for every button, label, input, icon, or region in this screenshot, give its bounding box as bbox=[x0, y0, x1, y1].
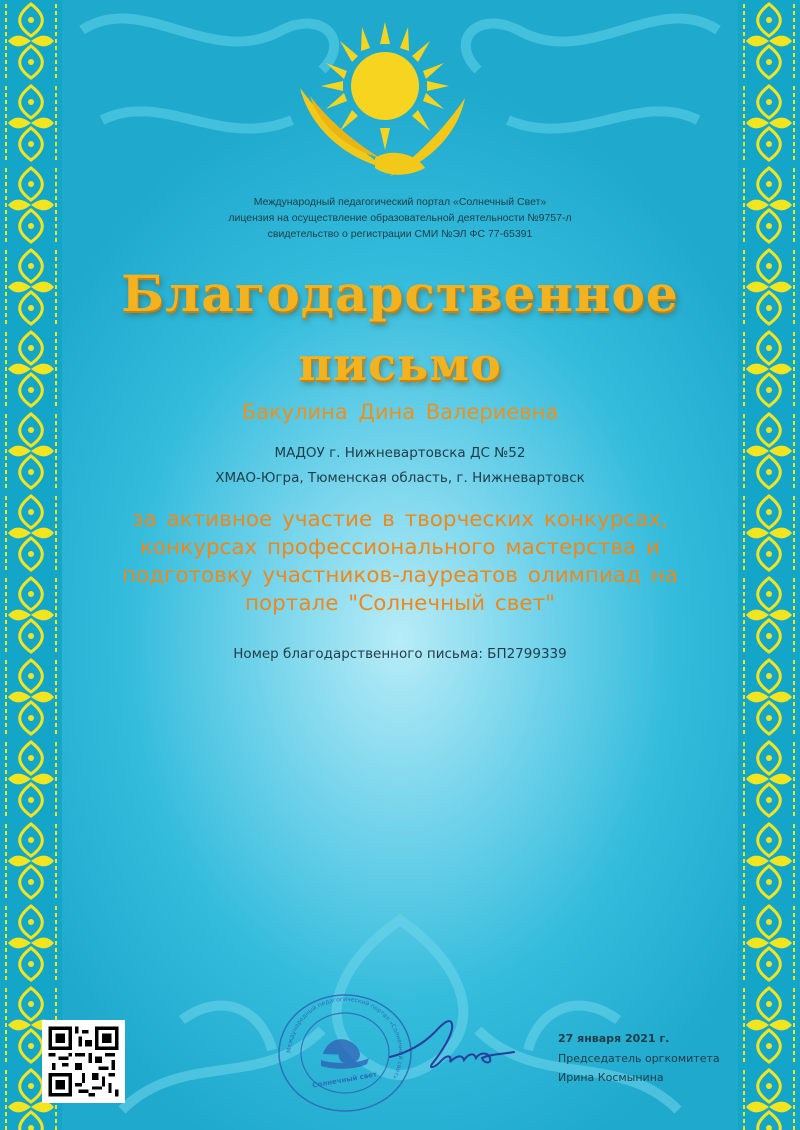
signature-icon bbox=[380, 1012, 520, 1082]
sun-eagle-emblem-icon bbox=[290, 18, 475, 193]
left-ornament-border bbox=[0, 0, 62, 1130]
recipient-name: Бакулина Дина Валериевна bbox=[241, 400, 559, 424]
portal-info bbox=[150, 194, 650, 242]
title-line-2: письмо bbox=[298, 337, 502, 391]
qr-code-icon bbox=[42, 1020, 125, 1103]
recipient-organization: МАДОУ г. Нижневартовска ДС №52 bbox=[274, 445, 526, 461]
portal-license: лицензия на осуществление образовательной деятельности №9757-л bbox=[228, 212, 572, 224]
portal-name: Международный педагогический портал «Солнечный Свет» bbox=[253, 196, 547, 208]
reason-line-4: портале "Солнечный свет" bbox=[244, 591, 556, 616]
reason-line-3: подготовку участников-лауреатов олимпиад на bbox=[121, 563, 679, 588]
reason-line-1: за активное участие в творческих конкурсах, bbox=[132, 507, 668, 532]
reason-line-2: конкурсах профессионального мастерства и bbox=[139, 535, 661, 560]
issue-date: 27 января 2021 г. bbox=[558, 1032, 670, 1045]
title-line-1: Благодарственное bbox=[121, 264, 679, 323]
portal-registration: свидетельство о регистрации СМИ №ЭЛ ФС 77-65391 bbox=[267, 228, 533, 240]
letter-number: Номер благодарственного письма: БП2799339 bbox=[233, 646, 567, 662]
svg-text:Международный педагогический п: Международный педагогический портал «Солнечный свет» bbox=[285, 995, 405, 1081]
right-ornament-border bbox=[738, 0, 800, 1130]
recipient-location: ХМАО-Югра, Тюменская область, г. Нижневартовск bbox=[215, 470, 585, 486]
svg-text:Солнечный свет: Солнечный свет bbox=[311, 1070, 378, 1090]
chair-name: Ирина Космынина bbox=[558, 1071, 664, 1084]
award-reason bbox=[95, 506, 705, 618]
chair-role: Председатель оргкомитета bbox=[558, 1052, 720, 1065]
